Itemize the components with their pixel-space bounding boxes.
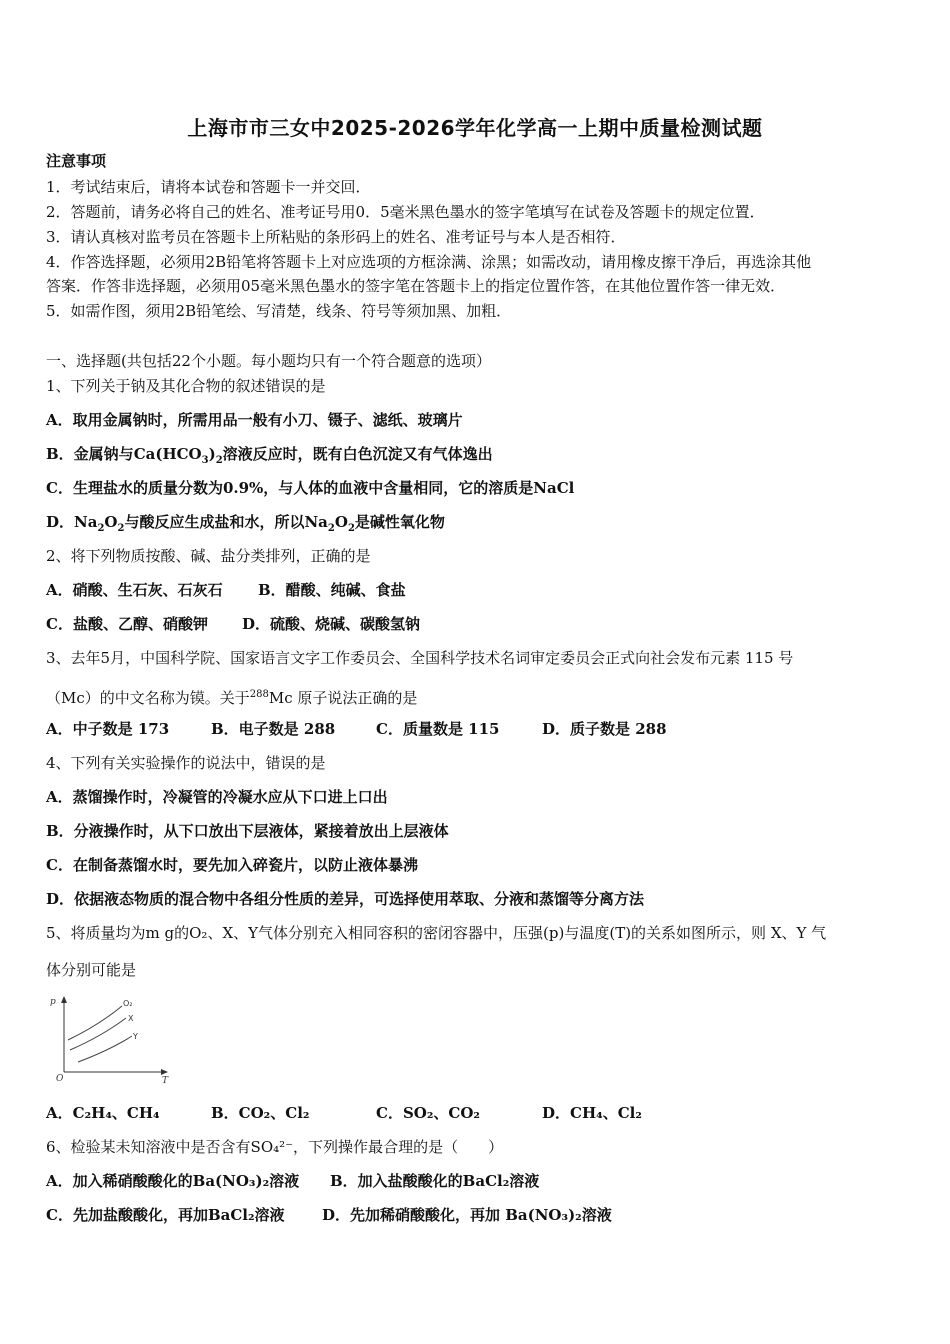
- q5-stem-line-1: 5、将质量均为m g的O₂、X、Y气体分别充入相同容积的密闭容器中，压强(p)与温度(T)的关系如图所示，则 X、Y 气: [46, 924, 827, 942]
- q6-option-b: B．加入盐酸酸化的BaCl₂溶液: [330, 1172, 540, 1190]
- q3-options: [46, 719, 906, 739]
- q3-option-d: D．质子数是 288: [542, 720, 667, 738]
- curve-y-label: Y: [133, 1032, 138, 1041]
- q6-option-d: D．先加稀硝酸酸化，再加 Ba(NO₃)₂溶液: [322, 1206, 612, 1224]
- q4-option-d: D．依据液态物质的混合物中各组分性质的差异，可选择使用萃取、分液和蒸馏等分离方法: [46, 890, 645, 908]
- q6-option-c: C．先加盐酸酸化，再加BaCl₂溶液: [46, 1206, 285, 1224]
- q5-stem-line-2: 体分别可能是: [46, 961, 137, 979]
- q5-option-a: A．C₂H₄、CH₄: [46, 1104, 160, 1122]
- q1-option-c: C．生理盐水的质量分数为0.9%，与人体的血液中含量相同，它的溶质是NaCl: [46, 479, 575, 497]
- notice-item-1: 1．考试结束后，请将本试卷和答题卡一并交回．: [46, 178, 371, 196]
- q2-option-a: A．硝酸、生石灰、石灰石: [46, 581, 223, 599]
- q5-option-d: D．CH₄、Cl₂: [542, 1104, 642, 1122]
- notice-heading: 注意事项: [46, 152, 107, 170]
- q2-option-d: D．硫酸、烧碱、碳酸氢钠: [242, 615, 421, 633]
- x-axis-label: T: [162, 1076, 169, 1085]
- q2-option-c: C．盐酸、乙醇、硝酸钾: [46, 615, 208, 633]
- page-title: 上海市市三女中2025-2026学年化学高一上期中质量检测试题: [187, 116, 763, 140]
- q6-options-row-1: [46, 1171, 906, 1191]
- origin-label: O: [56, 1074, 64, 1084]
- q5-option-b: B．CO₂、Cl₂: [211, 1104, 310, 1122]
- notice-item-5: 5．如需作图，须用2B铅笔绘、写清楚，线条、符号等须加黑、加粗．: [46, 302, 512, 320]
- q1-option-b: B．金属钠与$Ca(HCO_3)_2$溶液反应时，既有白色沉淀又有气体逸出: [46, 445, 493, 466]
- curve-o2-label: O₂: [123, 999, 133, 1008]
- q1-stem: 1、下列关于钠及其化合物的叙述错误的是: [46, 377, 326, 395]
- q2-options-row-1: [46, 580, 906, 600]
- q1-option-a: A．取用金属钠时，所需用品一般有小刀、镊子、滤纸、玻璃片: [46, 411, 463, 429]
- q1-option-d: D．$Na_2O_2$与酸反应生成盐和水，所以$Na_2O_2$是碱性氧化物: [46, 513, 445, 534]
- q3-option-c: C．质量数是 115: [376, 720, 500, 738]
- q4-option-a: A．蒸馏操作时，冷凝管的冷凝水应从下口进上口出: [46, 788, 388, 806]
- q6-options-row-2: [46, 1205, 906, 1225]
- q4-option-b: B．分液操作时，从下口放出下层液体，紧接着放出上层液体: [46, 822, 449, 840]
- y-axis-arrow: [61, 996, 67, 1003]
- x-axis-arrow: [161, 1069, 168, 1075]
- q3-option-a: A．中子数是 173: [46, 720, 170, 738]
- notice-item-4: 4．作答选择题，必须用2B铅笔将答题卡上对应选项的方框涂满、涂黑；如需改动，请用橡皮擦干净后，再选涂其他: [46, 253, 812, 271]
- curve-o2: [68, 1006, 122, 1040]
- q6-option-a: A．加入稀硝酸酸化的Ba(NO₃)₂溶液: [46, 1172, 300, 1190]
- notice-item-3: 3．请认真核对监考员在答题卡上所粘贴的条形码上的姓名、准考证号与本人是否相符．: [46, 228, 626, 246]
- q4-stem: 4、下列有关实验操作的说法中，错误的是: [46, 754, 326, 772]
- q3-option-b: B．电子数是 288: [211, 720, 336, 738]
- q2-options-row-2: [46, 614, 906, 634]
- q5-option-c: C．SO₂、CO₂: [376, 1104, 480, 1122]
- curve-y: [78, 1036, 132, 1062]
- q2-stem: 2、将下列物质按酸、碱、盐分类排列，正确的是: [46, 547, 371, 565]
- notice-item-2: 2．答题前，请务必将自己的姓名、准考证号用0．5毫米黑色墨水的签字笔填写在试卷及答题卡的规定位置．: [46, 203, 765, 221]
- q5-options: [46, 1103, 906, 1123]
- q6-stem: 6、检验某未知溶液中是否含有SO₄²⁻，下列操作最合理的是（ ）: [46, 1138, 504, 1156]
- pressure-temperature-graph: [44, 990, 174, 1085]
- q3-stem-line-1: 3、去年5月，中国科学院、国家语言文字工作委员会、全国科学技术名词审定委员会正式向社会发布元素 115 号: [46, 649, 794, 667]
- q4-option-c: C．在制备蒸馏水时，要先加入碎瓷片，以防止液体暴沸: [46, 856, 418, 874]
- q2-option-b: B．醋酸、纯碱、食盐: [258, 581, 406, 599]
- curve-x-label: X: [128, 1014, 134, 1023]
- notice-item-4-cont: 答案．作答非选择题，必须用05毫米黑色墨水的签字笔在答题卡上的指定位置作答，在其他位置作答一律无效．: [46, 277, 786, 295]
- section-heading: 一、选择题(共包括22个小题。每小题均只有一个符合题意的选项）: [46, 352, 491, 370]
- y-axis-label: p: [50, 997, 56, 1007]
- q3-stem-line-2: （Mc）的中文名称为镆。关于$^{288}$Mc 原子说法正确的是: [46, 689, 418, 707]
